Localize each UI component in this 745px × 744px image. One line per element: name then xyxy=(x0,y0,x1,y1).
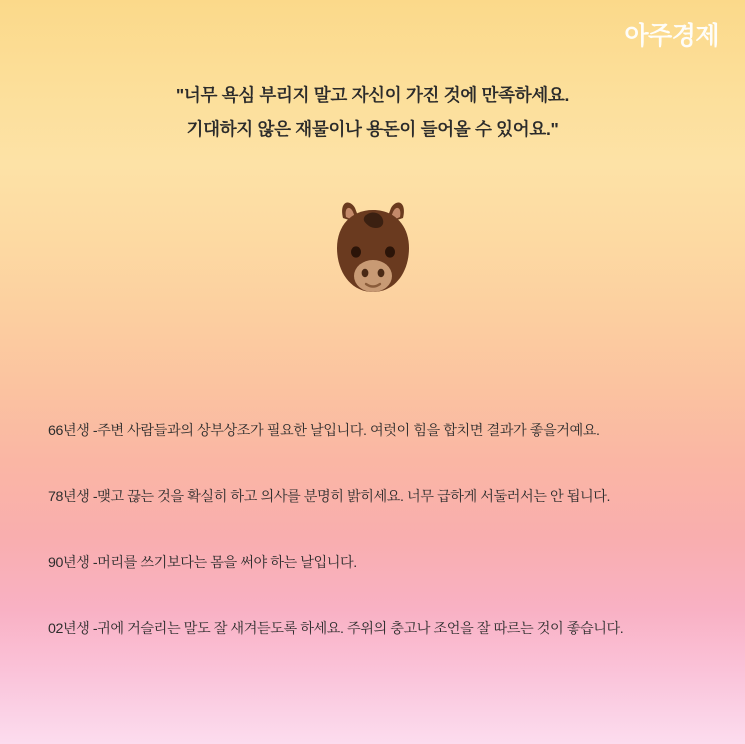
fortune-text: 주변 사람들과의 상부상조가 필요한 날입니다. 여럿이 힘을 합치면 결과가 좋을거예요. xyxy=(97,423,600,439)
fortune-text: 머리를 쓰기보다는 몸을 써야 하는 날입니다. xyxy=(97,555,357,571)
quote-line-1: "너무 욕심 부리지 말고 자신이 가진 것에 만족하세요. xyxy=(175,85,570,105)
brand-watermark: 아주경제 xyxy=(624,22,719,50)
list-item xyxy=(48,486,708,508)
fortune-year: 02년생 - xyxy=(48,621,98,637)
fortune-list xyxy=(48,420,708,640)
fortune-year: 78년생 - xyxy=(48,489,98,505)
fortune-year: 90년생 - xyxy=(48,555,98,571)
emoji-container xyxy=(0,196,745,311)
fortune-text: 귀에 거슬리는 말도 잘 새겨듣도록 하세요. 주위의 충고나 조언을 잘 따르는 것이 좋습니다. xyxy=(97,621,624,637)
fortune-text: 맺고 끊는 것을 확실히 하고 의사를 분명히 밝히세요. 너무 급하게 서둘러서는 안 됩니다. xyxy=(97,489,610,505)
list-item xyxy=(48,618,708,640)
list-item xyxy=(48,420,708,442)
quote-line-2: 기대하지 않은 재물이나 용돈이 들어올 수 있어요." xyxy=(186,119,559,139)
fortune-year: 66년생 - xyxy=(48,423,98,439)
list-item xyxy=(48,552,708,574)
quote-block xyxy=(0,78,745,146)
horse-face-icon xyxy=(325,196,421,306)
